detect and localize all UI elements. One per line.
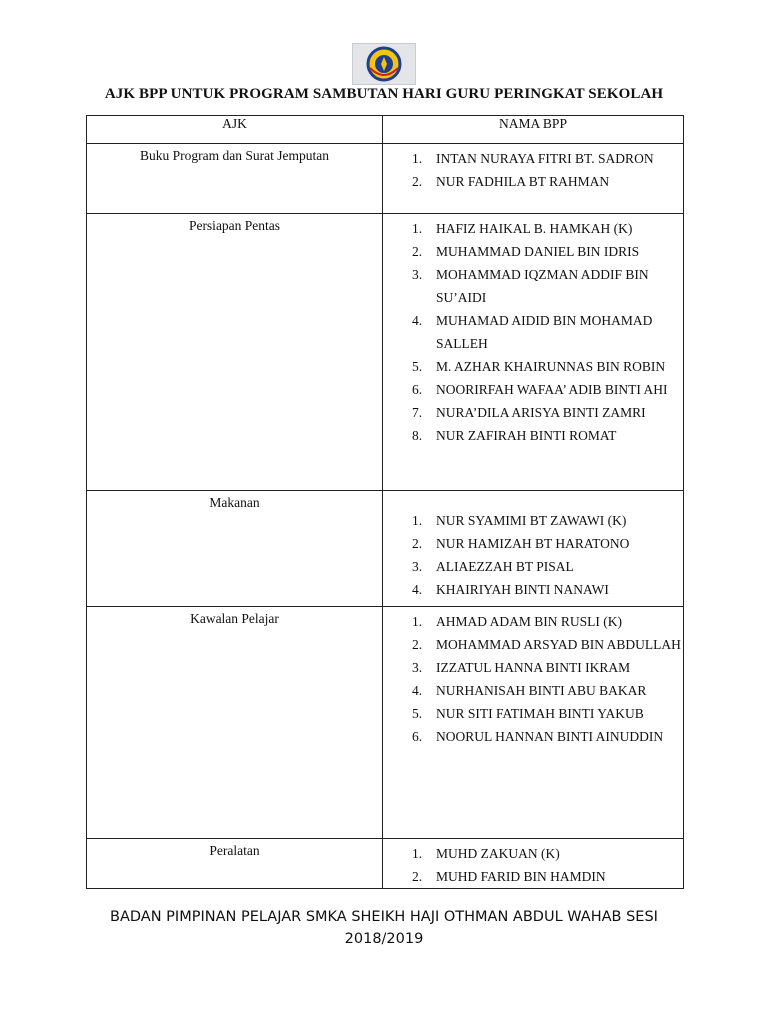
ajk-cell: Persiapan Pentas: [87, 214, 383, 491]
ajk-cell: Peralatan: [87, 839, 383, 889]
school-logo: [352, 43, 416, 85]
column-header-ajk: AJK: [87, 116, 383, 144]
committee-table: [86, 115, 684, 889]
ajk-cell: Makanan: [87, 491, 383, 607]
list-item: 6. NOORUL HANNAN BINTI AINUDDIN: [412, 729, 664, 744]
list-item: 5. M. AZHAR KHAIRUNNAS BIN ROBIN: [412, 359, 666, 374]
table-row: [87, 144, 684, 214]
list-item: 2. MUHAMMAD DANIEL BIN IDRIS: [412, 244, 640, 259]
list-item: 6. NOORIRFAH WAFAA’ ADIB BINTI AHI: [412, 382, 668, 397]
list-item: 1. NUR SYAMIMI BT ZAWAWI (K): [412, 513, 627, 528]
member-list: [383, 491, 683, 601]
members-cell: [383, 214, 684, 491]
list-item: 2. NUR FADHILA BT RAHMAN: [412, 174, 610, 189]
footer-line-1: BADAN PIMPINAN PELAJAR SMKA SHEIKH HAJI OTHMAN ABDUL WAHAB SESI: [110, 909, 658, 925]
list-item: 8. NUR ZAFIRAH BINTI ROMAT: [412, 428, 617, 443]
list-item: 2. MOHAMMAD ARSYAD BIN ABDULLAH: [412, 637, 681, 652]
members-cell: [383, 144, 684, 214]
list-item: 1. MUHD ZAKUAN (K): [412, 846, 560, 861]
members-cell: [383, 607, 684, 839]
list-item: 1. INTAN NURAYA FITRI BT. SADRON: [412, 151, 654, 166]
list-item: 1. AHMAD ADAM BIN RUSLI (K): [412, 614, 623, 629]
table-row: [87, 214, 684, 491]
list-item: 4. NURHANISAH BINTI ABU BAKAR: [412, 683, 647, 698]
list-item: 3. ALIAEZZAH BT PISAL: [412, 559, 574, 574]
table-row: [87, 839, 684, 889]
member-list: [383, 214, 683, 447]
list-item: 3. IZZATUL HANNA BINTI IKRAM: [412, 660, 631, 675]
list-item: 3. MOHAMMAD IQZMAN ADDIF BIN SU’AIDI: [412, 267, 649, 305]
members-cell: [383, 839, 684, 889]
footer-organization: [0, 906, 768, 950]
list-item: 4. KHAIRIYAH BINTI NANAWI: [412, 582, 609, 597]
member-list: [383, 607, 683, 748]
school-crest-icon: [364, 46, 404, 82]
list-item: 7. NURA’DILA ARISYA BINTI ZAMRI: [412, 405, 646, 420]
ajk-cell: Buku Program dan Surat Jemputan: [87, 144, 383, 214]
list-item: 1. HAFIZ HAIKAL B. HAMKAH (K): [412, 221, 633, 236]
list-item: 2. MUHD FARID BIN HAMDIN: [412, 869, 606, 884]
column-header-nama-bpp: NAMA BPP: [383, 116, 684, 144]
table-row: [87, 607, 684, 839]
table-row: [87, 491, 684, 607]
table-header-row: [87, 116, 684, 144]
member-list: [383, 144, 683, 193]
list-item: 5. NUR SITI FATIMAH BINTI YAKUB: [412, 706, 644, 721]
member-list: [383, 839, 683, 888]
members-cell: [383, 491, 684, 607]
list-item: 4. MUHAMAD AIDID BIN MOHAMAD SALLEH: [412, 313, 653, 351]
page-title: AJK BPP UNTUK PROGRAM SAMBUTAN HARI GURU PERINGKAT SEKOLAH: [104, 86, 664, 102]
ajk-cell: Kawalan Pelajar: [87, 607, 383, 839]
list-item: 2. NUR HAMIZAH BT HARATONO: [412, 536, 630, 551]
footer-line-2: 2018/2019: [344, 931, 424, 947]
